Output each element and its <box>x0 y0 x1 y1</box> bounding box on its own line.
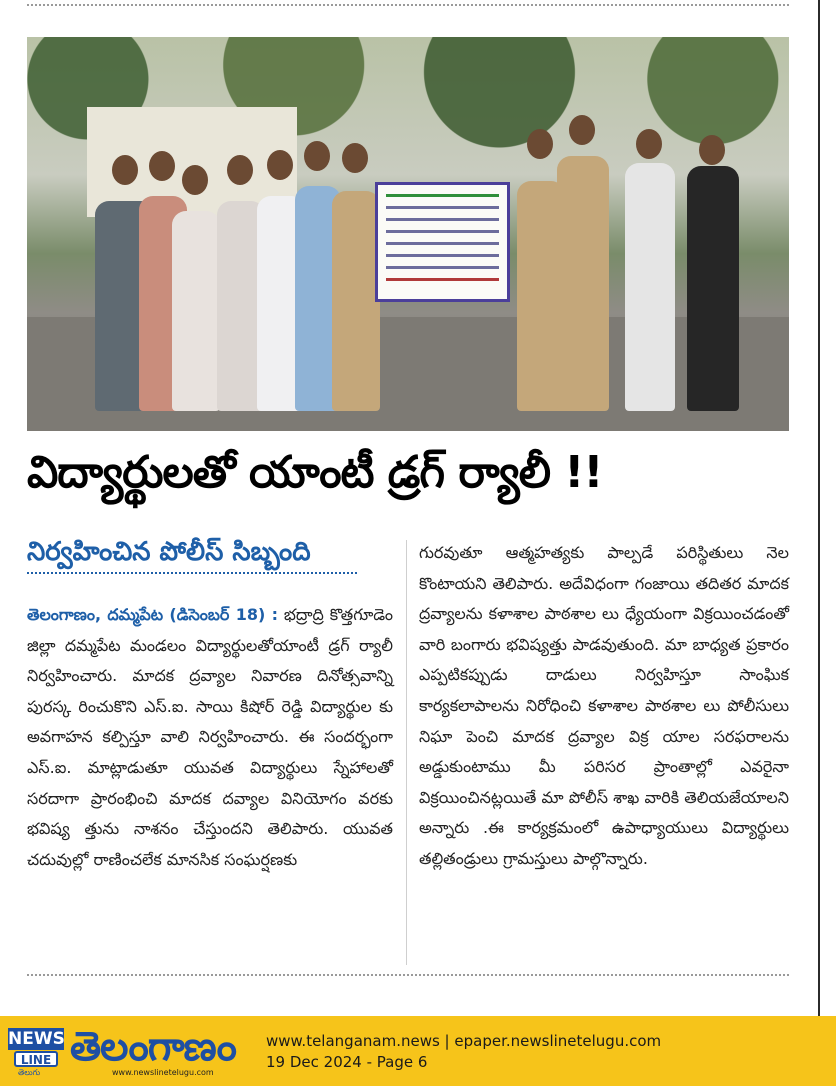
brand-url[interactable]: www.newslinetelugu.com <box>112 1068 214 1077</box>
telanganam-brand: తెలంగాణం <box>70 1024 236 1070</box>
rally-banner <box>375 182 510 302</box>
footer-bar <box>0 1016 836 1086</box>
newsline-logo: NEWS LINE తెలుగు <box>8 1029 65 1077</box>
article-right-column <box>419 538 789 875</box>
article-left-column <box>27 600 393 875</box>
column-divider <box>406 540 407 965</box>
top-divider <box>27 4 789 6</box>
right-column-text: గురవుతూ ఆత్మహత్యకు పాల్పడే పరిస్థితులు నెల కొంటాయని తెలిపారు. అదేవిధంగా గంజాయి తదితర మాదక ద్రవ్యాలను కళాశాల పాఠశాల లు ధ్యేయంగా విక్రయించడంతో వారి బంగారు భవిష్యత్తు పాడవుతుంది. మా బాధ్యత ప్రకారం ఎప్పటికప్పుడు దాడులు నిర్వహిస్తూ సాంఘిక కార్యకలాపాలను నిరోధించి కళాశాల పాఠశాల లు పోలీసులు నిఘా పెంచి మాదక ద్రవ్యాల విక్ర యాల సరఫరాలను అడ్డుకుంటాము మీ పరిసర ప్రాంతాల్లో ఎవరైనా విక్రయించినట్లయితే మా పోలీస్ శాఖ వారికి తెలియజేయాలని అన్నారు .ఈ కార్యక్రమంలో ఉపాధ్యాయులు విద్యార్థులు తల్లితండ్రులు గ్రామస్తులు పాల్గొన్నారు. <box>419 543 789 868</box>
footer-date-page: 19 Dec 2024 - Page 6 <box>266 1053 428 1071</box>
footer-links[interactable]: www.telanganam.news | epaper.newslinetelugu.com <box>266 1032 662 1050</box>
news-photo <box>27 37 789 431</box>
headline: విద్యార్థులతో యాంటీ డ్రగ్ ర్యాలీ !! <box>27 447 603 498</box>
left-column-text: భద్రాద్రి కొత్తగూడెం జిల్లా దమ్మపేట మండలం విద్యార్థులతోయాంటీ డ్రగ్ ర్యాలీ నిర్వహించారు. మాదక ద్రవ్యాల నివారణ దినోత్సవాన్ని పురస్క రించుకొని ఎస్.ఐ. సాయి కిషోర్ రెడ్డి విద్యార్థుల కు అవగాహన కల్పిస్తూ వాలి నిర్వహించారు. ఈ సందర్భంగా ఎస్.ఐ. మాట్లాడుతూ యువత విద్యార్థులు స్నేహాలతో సరదాగా ప్రారంభించి మాదక దవ్యాల వినియోగం వరకు భవిష్య త్తును నాశనం చేస్తుందని తెలిపారు. యువత చదువుల్లో రాణించలేక మానసిక సంఘర్షణకు <box>27 605 393 869</box>
subheadline: నిర్వహించిన పోలీస్ సిబ్బంది <box>27 532 357 574</box>
bottom-divider <box>27 974 789 976</box>
dateline: తెలంగాణం, దమ్మపేట (డిసెంబర్ 18) : <box>27 605 279 624</box>
